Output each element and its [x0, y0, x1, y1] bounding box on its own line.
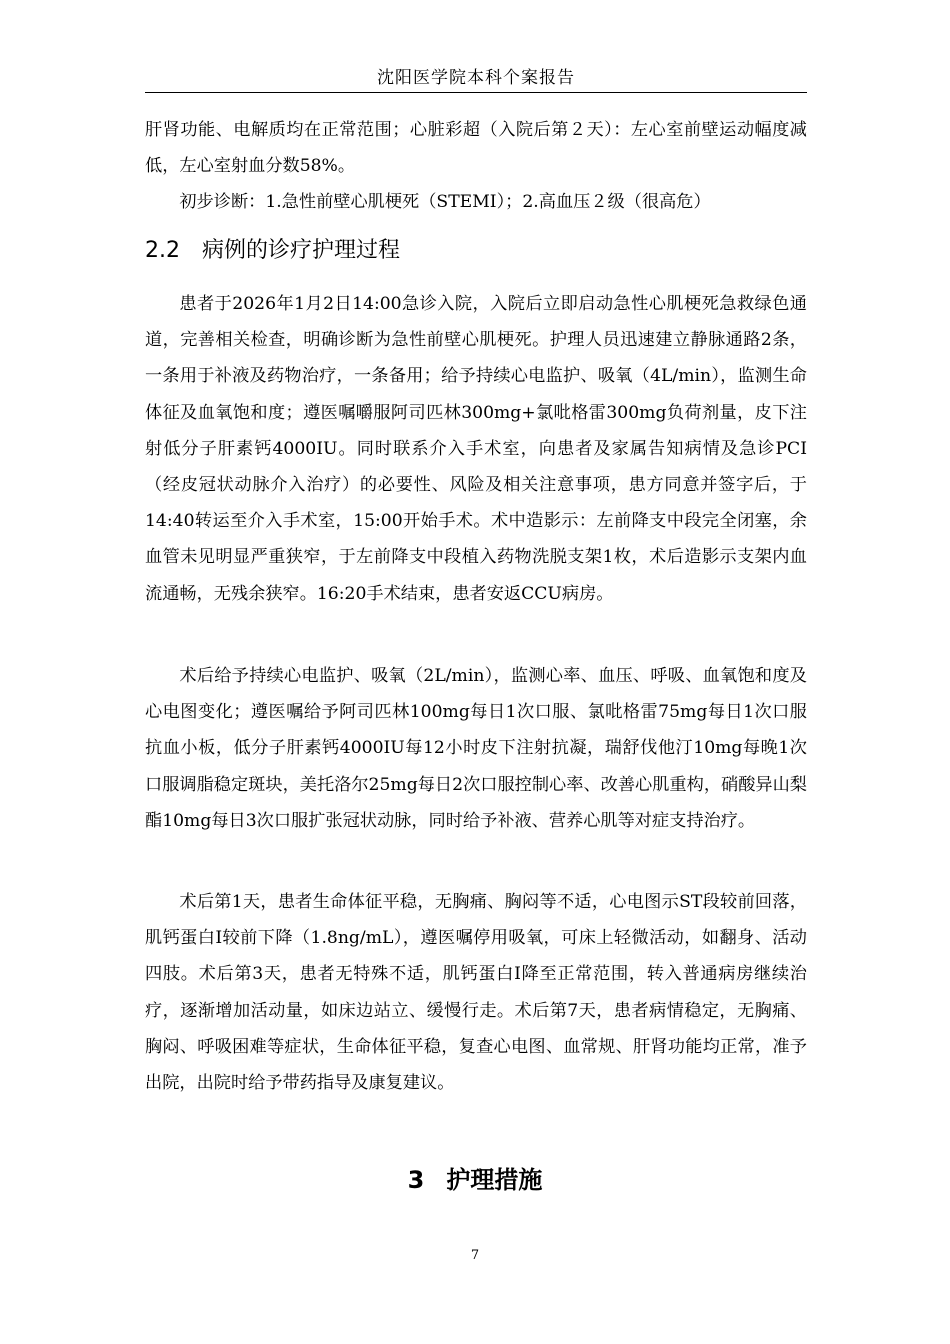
section-heading-2-2	[145, 233, 400, 269]
page-number: 7	[470, 1248, 480, 1263]
section-title: 病例的诊疗护理过程	[202, 238, 401, 263]
paragraph-postop-treatment: 术后给予持续心电监护、吸氧（2L/min），监测心率、血压、呼吸、血氧饱和度及心电图变化；遵医嘱给予阿司匹林100mg每日1次口服、氯吡格雷75mg每日1次口服抗血小板，低分子肝素钙4000IU每12小时皮下注射抗凝，瑞舒伐他汀10mg每晚1次口服调脂稳定斑块，美托洛尔25mg每日2次口服控制心率、改善心肌重构，硝酸异山梨酯10mg每日3次口服扩张冠状动脉，同时给予补液、营养心肌等对症支持治疗。	[145, 666, 807, 831]
chapter-heading-3	[0, 1160, 950, 1200]
header-rule	[145, 92, 807, 93]
paragraph-lab-results: 肝肾功能、电解质均在正常范围；心脏彩超（入院后第２天）：左心室前壁运动幅度减低，左心室射血分数58%。	[145, 120, 807, 177]
chapter-title: 护理措施	[446, 1166, 543, 1194]
paragraph-diagnosis: 初步诊断：1.急性前壁心肌梗死（STEMI）；2.高血压２级（很高危）	[179, 192, 711, 212]
chapter-number: 3	[407, 1166, 425, 1194]
running-header: 沈阳医学院本科个案报告	[377, 68, 575, 88]
paragraph-admission: 患者于2026年1月2日14:00急诊入院，入院后立即启动急性心肌梗死急救绿色通道，完善相关检查，明确诊断为急性前壁心肌梗死。护理人员迅速建立静脉通路2条，一条用于补液及药物治疗，一条备用；给予持续心电监护、吸氧（4L/min），监测生命体征及血氧饱和度；遵医嘱嚼服阿司匹林300mg+氯吡格雷300mg负荷剂量，皮下注射低分子肝素钙4000IU。同时联系介入手术室，向患者及家属告知病情及急诊PCI（经皮冠状动脉介入治疗）的必要性、风险及相关注意事项，患方同意并签字后，于14:40转运至介入手术室，15:00开始手术。术中造影示：左前降支中段完全闭塞，余血管未见明显严重狭窄，于左前降支中段植入药物洗脱支架1枚，术后造影示支架内血流通畅，无残余狭窄。16:20手术结束，患者安返CCU病房。	[145, 294, 807, 604]
paragraph-recovery: 术后第1天，患者生命体征平稳，无胸痛、胸闷等不适，心电图示ST段较前回落，肌钙蛋白I较前下降（1.8ng/mL），遵医嘱停用吸氧，可床上轻微活动，如翻身、活动四肢。术后第3天，患者无特殊不适，肌钙蛋白I降至正常范围，转入普通病房继续治疗，逐渐增加活动量，如床边站立、缓慢行走。术后第7天，患者病情稳定，无胸痛、胸闷、呼吸困难等症状，生命体征平稳，复查心电图、血常规、肝肾功能均正常，准予出院，出院时给予带药指导及康复建议。	[145, 892, 807, 1094]
section-number: 2.2	[145, 238, 180, 263]
